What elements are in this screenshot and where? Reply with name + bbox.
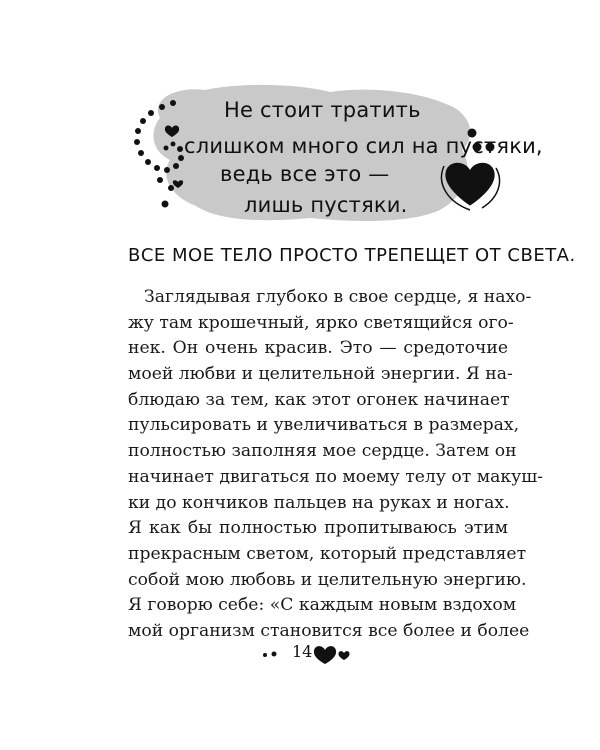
small-heart-icon [338,651,349,660]
text-line: Я говорю себе: «С каждым новым вздохом [128,595,517,616]
text-line: прекрасным светом, который представляет [128,543,527,564]
heart-icon [314,646,336,664]
text-line: нек. Он очень красив. Это — средоточие [128,338,508,359]
text-line: жу там крошечный, ярко светящийся ого- [128,312,514,333]
text-line: начинает двигаться по моему телу от макуш- [128,466,543,487]
text-line: пульсировать и увеличиваться в размерах, [128,415,520,436]
quote-line: слишком много сил на пустяки, [184,134,543,158]
text-line: ки до кончиков пальцев на руках и ногах. [128,492,510,513]
quote-line: ведь все это — [220,162,390,186]
text-line: полностью заполняя мое сердце. Затем он [128,441,517,462]
text-line: Я как бы полностью пропитываюсь этим [128,518,508,539]
text-line: Заглядывая глубоко в свое сердце, я нахо- [144,287,532,307]
quote-line: Не стоит тратить [224,98,421,122]
body-text [128,285,543,645]
page-number: 14 [292,642,313,661]
text-line: собой мою любовь и целительную энергию. [128,569,527,590]
quote-box [0,0,600,240]
quote-line: лишь пустяки. [244,193,408,217]
text-line: мой организм становится все более и более [128,620,530,641]
section-heading: ВСЕ МОЕ ТЕЛО ПРОСТО ТРЕПЕЩЕТ ОТ СВЕТА. [128,245,576,266]
page-footer [230,642,370,666]
text-line: моей любви и целительной энергии. Я на- [128,364,513,385]
text-line: блюдаю за тем, как этот огонек начинает [128,389,510,410]
